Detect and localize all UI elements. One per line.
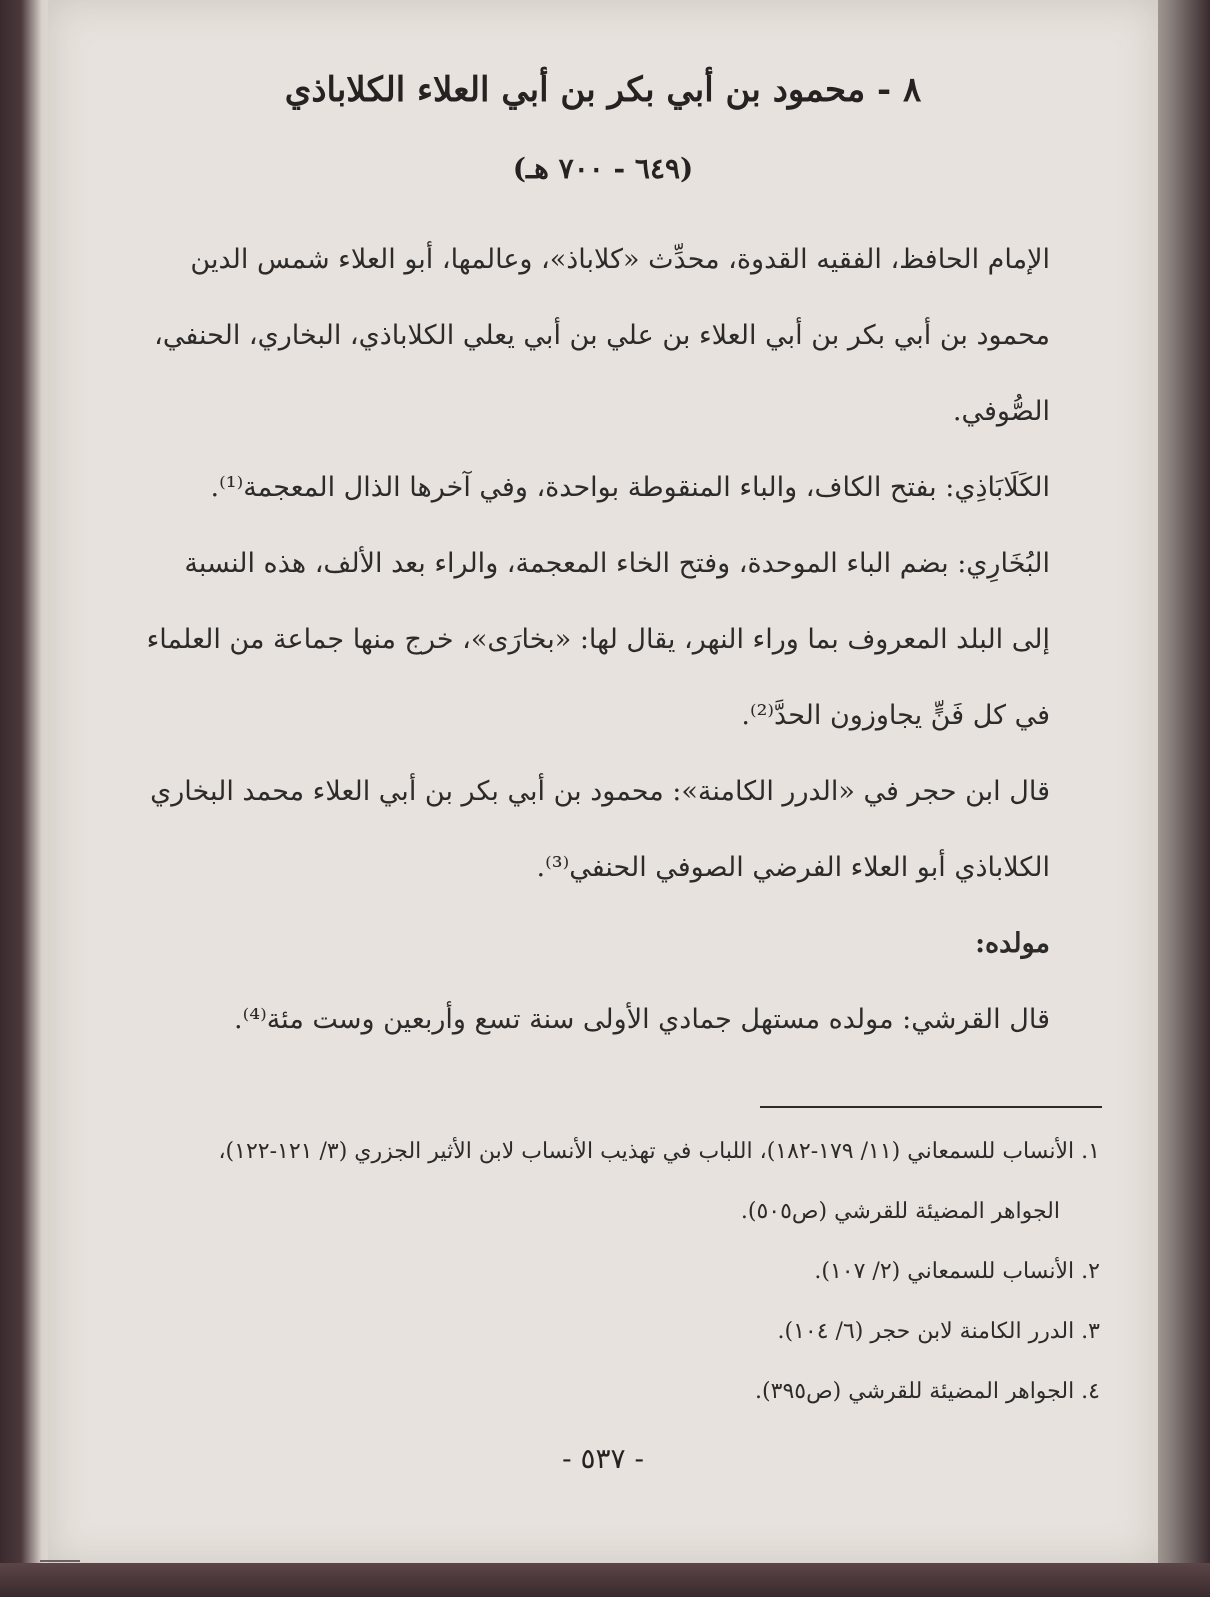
footnote-4: ٤. الجواهر المضيئة للقرشي (ص٣٩٥).: [755, 1379, 1100, 1404]
footnote-2: ٢. الأنساب للسمعاني (٢/ ١٠٧).: [814, 1259, 1100, 1284]
kalabadhi-paragraph: الكَلَابَاذِي: بفتح الكاف، والباء المنقوطة بواحدة، وفي آخرها الذال المعجمة⁽¹⁾.: [210, 472, 1050, 503]
ibn-hajar-paragraph: قال ابن حجر في «الدرر الكامنة»: محمود بن أبي بكر بن أبي العلاء محمد البخاري الكلاباذي أبو العلاء الفرضي الصوفي الحنفي⁽³⁾.: [150, 776, 1050, 883]
birth-paragraph: قال القرشي: مولده مستهل جمادي الأولى سنة تسع وأربعين وست مئة⁽⁴⁾.: [234, 1004, 1050, 1035]
bukhari-paragraph: البُخَارِي: بضم الباء الموحدة، وفتح الخاء المعجمة، والراء بعد الألف، هذه النسبة إلى البلد المعروف بما وراء النهر، يقال لها: «بخارَى»، خرج منها جماعة من العلماء في كل فَنٍّ يجاوزون الحدَّ⁽²⁾.: [146, 548, 1050, 731]
entry-title: ٨ - محمود بن أبي بكر بن أبي العلاء الكلاباذي: [284, 70, 922, 110]
birth-subheading: مولده:: [975, 928, 1050, 959]
page-corner-mark: [40, 1530, 80, 1562]
book-bottom-edge: [0, 1563, 1210, 1597]
footnote-3: ٣. الدرر الكامنة لابن حجر (٦/ ١٠٤).: [777, 1319, 1100, 1344]
footnotes: [180, 1122, 1100, 1422]
footnote-1: ١. الأنساب للسمعاني (١١/ ١٧٩-١٨٢)، اللباب في تهذيب الأنساب لابن الأثير الجزري (٣/ ١٢١-١٢٢)، الجواهر المضيئة للقرشي (ص٥٠٥).: [218, 1139, 1100, 1224]
page-number: - ٥٣٧ -: [562, 1442, 644, 1475]
main-text: [140, 222, 1100, 1058]
footnote-divider: [760, 1106, 1102, 1108]
intro-paragraph: الإمام الحافظ، الفقيه القدوة، محدِّث «كلاباذ»، وعالمها، أبو العلاء شمس الدين محمود بن أبي بكر بن أبي العلاء بن علي بن أبي يعلي الكلاباذي، البخاري، الحنفي، الصُّوفي.: [154, 244, 1050, 427]
entry-dates: (٦٤٩ - ٧٠٠ هـ): [512, 152, 694, 185]
